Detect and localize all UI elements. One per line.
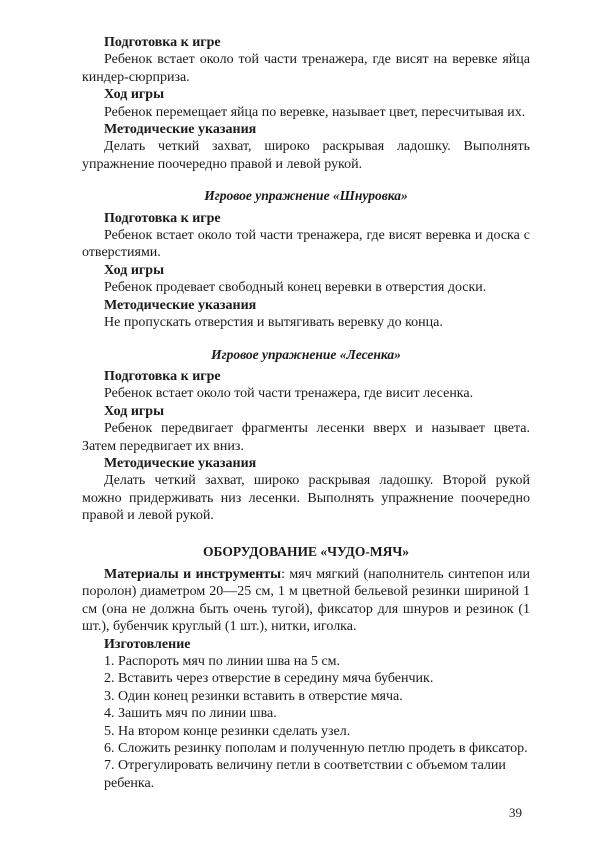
step-item: 2. Вставить через отверстие в середину мяча бубенчик. xyxy=(104,671,434,687)
section-equipment xyxy=(82,566,530,792)
materials-text: : мяч мягкий (наполнитель синтепон или поролон) диаметром 20—25 см, 1 м цветной бельевой резинки шириной 1 см (она не должна быть очень тугой), фиксатор для шнуров и резинок (1 шт.), бубенчик круглый (1 шт.), нитки, иголка. xyxy=(82,566,530,635)
heading-preparation: Подготовка к игре xyxy=(104,35,221,50)
paragraph-preparation: Ребенок встает около той части тренажера, где висят веревка и доска с отверстиями. xyxy=(82,228,530,261)
heading-method: Методические указания xyxy=(104,122,257,138)
step-item: 6. Сложить резинку пополам и полученную петлю продеть в фиксатор. xyxy=(104,741,528,757)
equipment-title: ОБОРУДОВАНИЕ «ЧУДО-МЯЧ» xyxy=(203,543,409,559)
heading-game: Ход игры xyxy=(104,403,164,419)
paragraph-game: Ребенок перемещает яйца по веревке, называет цвет, пересчитывая их. xyxy=(104,104,526,120)
paragraph-game: Ребенок передвигает фрагменты лесенки вверх и называет цвета. Затем передвигает их вниз. xyxy=(82,421,530,454)
heading-preparation: Подготовка к игре xyxy=(104,210,221,226)
heading-making: Изготовление xyxy=(104,636,191,652)
paragraph-materials xyxy=(82,566,530,636)
paragraph-method: Делать четкий захват, широко раскрывая ладошку. Выполнять упражнение поочередно правой и левой рукой. xyxy=(82,139,530,172)
heading-method: Методические указания xyxy=(104,455,257,471)
page-number: 39 xyxy=(509,805,522,821)
step-item: 7. Отрегулировать величину петли в соответствии с объемом талии ребенка. xyxy=(104,758,506,791)
section-eggs xyxy=(82,34,530,173)
section-lacing xyxy=(82,210,530,332)
paragraph-preparation: Ребенок встает около той части тренажера, где висят на веревке яйца киндер-сюрприза. xyxy=(82,52,530,85)
step-item: 1. Распороть мяч по линии шва на 5 см. xyxy=(104,654,341,669)
paragraph-method: Делать четкий захват, широко раскрывая ладошку. Второй рукой можно придерживать низ лесенки. Выполнять упражнение поочередно правой и левой рукой. xyxy=(82,473,530,524)
heading-game: Ход игры xyxy=(104,262,164,278)
heading-preparation: Подготовка к игре xyxy=(104,368,221,384)
step-item: 4. Зашить мяч по линии шва. xyxy=(104,706,277,722)
paragraph-game: Ребенок продевает свободный конец веревки в отверстия доски. xyxy=(104,280,487,296)
heading-game: Ход игры xyxy=(104,87,164,103)
paragraph-preparation: Ребенок встает около той части тренажера, где висит лесенка. xyxy=(104,386,474,402)
step-item: 5. На втором конце резинки сделать узел. xyxy=(104,723,351,739)
materials-label: Материалы и инструменты xyxy=(104,566,282,582)
section-title-lacing: Игровое упражнение «Шнуровка» xyxy=(204,188,408,204)
step-item: 3. Один конец резинки вставить в отверстие мяча. xyxy=(104,688,403,704)
paragraph-method: Не пропускать отверстия и вытягивать веревку до конца. xyxy=(104,315,443,331)
section-ladder xyxy=(82,368,530,525)
heading-method: Методические указания xyxy=(104,297,257,313)
section-title-ladder: Игровое упражнение «Лесенка» xyxy=(211,346,401,362)
